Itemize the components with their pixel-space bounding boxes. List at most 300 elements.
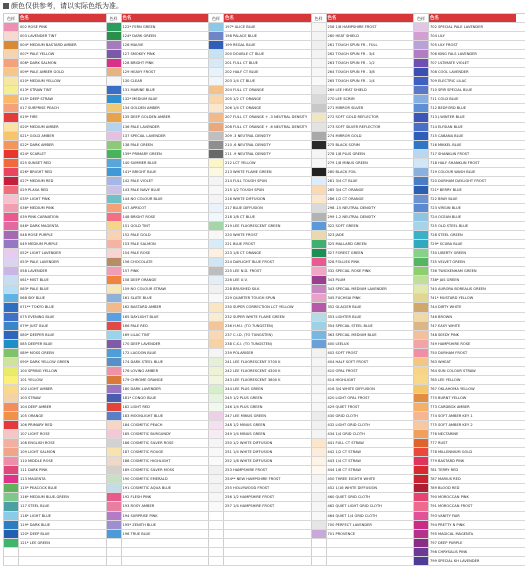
color-swatch (208, 258, 224, 266)
color-name: 722 BRAY BLUE (430, 196, 458, 201)
color-name: 789 BLOOD RED (430, 486, 460, 491)
color-swatch (208, 68, 224, 76)
color-name: 190 COSMETIC EMERALD (122, 477, 168, 482)
color-swatch (413, 313, 429, 321)
color-swatch (311, 512, 327, 520)
color-name: 221 BLUE FROST (225, 242, 256, 247)
color-name: 137 SPECIAL LAVENDER (122, 133, 166, 138)
color-name: 195* ZENITH BLUE (122, 522, 157, 527)
color-name: 781 TERRY RED (430, 468, 459, 473)
color-swatch (106, 276, 122, 284)
color-name: 080* DEEPER BLUE (20, 332, 55, 337)
color-name: 169 LILAC TINT (122, 332, 150, 337)
color-name: 129 HEAVY FROST (122, 70, 156, 75)
table-row (3, 267, 525, 276)
sample-header: 色样 (311, 14, 327, 22)
color-name: 798 CHRYSALIS PINK (430, 549, 468, 554)
color-swatch (413, 95, 429, 103)
color-swatch (413, 177, 429, 185)
color-name: 122* FERN GREEN (122, 25, 156, 29)
color-name: 127 SMOKEY PINK (122, 52, 155, 57)
color-name: 281 3/4 CT BLUE (327, 178, 358, 183)
color-swatch (3, 376, 19, 384)
color-swatch (106, 240, 122, 248)
color-name: 019* FIRE (20, 115, 38, 120)
color-swatch (311, 493, 327, 501)
color-name: 191 COSMETIC AQUA BLUE (122, 486, 172, 491)
color-name: 723 VIRGIN BLUE (430, 205, 461, 210)
color-name: 328 FOLLIES PINK (327, 260, 360, 265)
table-row (3, 349, 525, 358)
color-name: 156 CHOCOLATE (122, 260, 153, 265)
table-row (3, 159, 525, 168)
color-swatch (311, 294, 327, 302)
color-swatch (413, 557, 429, 565)
table-row (3, 95, 525, 104)
color-name: 701 PROVENCE (327, 531, 356, 536)
table-row (3, 195, 525, 204)
table-row (3, 68, 525, 77)
color-swatch (413, 539, 429, 547)
color-name: 192 FLESH PINK (122, 495, 152, 500)
color-name: 203 1/4 CT BLUE (225, 79, 255, 84)
color-name: 773 CARDBOX AMBER (430, 404, 470, 409)
color-name: 444 1/8 CT STRAW (327, 468, 361, 473)
color-name: 714 ELYSIAN BLUE (430, 124, 463, 129)
color-name: 763 WHEAT (430, 359, 451, 364)
color-swatch (106, 457, 122, 465)
color-name: 795 MAGICAL MAGENTA (430, 531, 474, 536)
color-swatch (413, 50, 429, 58)
color-name: 402 SOFT FROST (327, 350, 358, 355)
color-swatch (3, 439, 19, 447)
color-swatch (311, 50, 327, 58)
table-row (3, 141, 525, 150)
table-row (3, 59, 525, 68)
name-header: 色名 (429, 14, 516, 22)
color-swatch (311, 349, 327, 357)
color-swatch (3, 349, 19, 357)
table-row (3, 403, 525, 412)
color-name: 111 DARK PINK (20, 468, 48, 473)
table-row (3, 557, 525, 566)
color-swatch (106, 322, 122, 330)
color-name: 462 QUIET LIGHT GRID CLOTH (327, 504, 382, 509)
color-swatch (208, 231, 224, 239)
color-swatch (106, 340, 122, 348)
sample-header: 色样 (413, 14, 429, 22)
color-name: 182 LIGHT RED (122, 404, 150, 409)
color-name: 189 COSMETIC SILVER MOSS (122, 468, 175, 473)
color-name: 027* MEDIUM RED (20, 178, 54, 183)
color-name: 279 1/8 MINUS GREEN (327, 160, 368, 165)
table-row (3, 77, 525, 86)
color-swatch (413, 530, 429, 538)
color-swatch (106, 150, 122, 158)
color-swatch (311, 59, 327, 67)
color-name: 244 LEE PLUS GREEN (225, 386, 264, 391)
color-name: 053* PALE LAVENDER (20, 260, 59, 265)
color-name: 741* MUSTARD YELLOW (430, 296, 474, 301)
color-name: 735 VELVET GREEN (430, 260, 465, 265)
color-name: 432 LIGHT GRID CLOTH (327, 423, 370, 428)
color-swatch (311, 394, 327, 402)
color-swatch (413, 403, 429, 411)
color-name: 174 DARK STEEL BLUE (122, 359, 164, 364)
table-row (3, 294, 525, 303)
color-name: 139* PRIMARY GREEN (122, 151, 162, 156)
table-row (3, 521, 525, 530)
color-swatch (413, 466, 429, 474)
color-name: 151 GOLD TINT (122, 224, 151, 229)
color-swatch (208, 521, 224, 529)
color-name: 744 DIRTY WHITE (430, 305, 462, 310)
color-swatch (106, 512, 122, 520)
color-name: 251 1/4 WHITE DIFFUSION (225, 450, 273, 455)
color-swatch (208, 213, 224, 221)
color-name: 278 1/8 PLUS GREEN (327, 151, 365, 156)
color-name: 794 PRETTY N PINK (430, 522, 465, 527)
color-swatch (106, 313, 122, 321)
color-swatch (208, 493, 224, 501)
color-name: 253 HAMPSHIRE FROST (225, 468, 268, 473)
color-name: 791 MOROCCAN FROST (430, 504, 473, 509)
color-name: 215 1/2 TOUGH SPUN (225, 187, 264, 192)
color-swatch (311, 421, 327, 429)
color-swatch (106, 439, 122, 447)
color-swatch (413, 502, 429, 510)
color-swatch (413, 475, 429, 483)
color-swatch (413, 132, 429, 140)
color-name: 170 DEEP LAVENDER (122, 341, 161, 346)
color-swatch (106, 349, 122, 357)
color-name: 704 LILY (430, 34, 445, 39)
color-name: 272 SOFT GOLD REFLECTOR (327, 115, 379, 120)
color-name: 104 DEEP AMBER (20, 404, 52, 409)
color-swatch (3, 484, 19, 492)
color-name: 106 PRIMARY RED (20, 423, 53, 428)
color-swatch (208, 475, 224, 483)
color-swatch (208, 367, 224, 375)
table-row (3, 430, 525, 439)
table-row (3, 132, 525, 141)
color-name: 774 SOFT AMBER KEY 1 (430, 414, 473, 419)
color-swatch (311, 32, 327, 40)
table-row (3, 222, 525, 231)
color-name: 021* GOLD AMBER (20, 133, 55, 138)
color-swatch (3, 222, 19, 230)
color-name: 004* MEDIUM BASTARD AMBER (20, 43, 77, 48)
color-swatch (208, 186, 224, 194)
color-swatch (208, 484, 224, 492)
header-title: 颜色仅供参考，请以实际色纸为准。 (11, 2, 123, 10)
color-swatch (413, 41, 429, 49)
color-swatch (3, 95, 19, 103)
color-swatch (413, 457, 429, 465)
color-swatch (3, 448, 19, 456)
color-swatch (311, 41, 327, 49)
color-swatch (413, 23, 429, 31)
color-name: 777 RUST (430, 441, 448, 446)
color-swatch (3, 530, 19, 538)
color-name: 464 QUIET 1/4 GRID CLOTH (327, 513, 377, 518)
color-swatch (3, 421, 19, 429)
color-name: 143 PALE NAVY BLUE (122, 187, 161, 192)
color-swatch (3, 59, 19, 67)
color-name: 184 COSMETIC PEACH (122, 423, 163, 428)
color-swatch (208, 195, 224, 203)
color-swatch (3, 340, 19, 348)
color-name: 245 1/2 PLUS GREEN (225, 395, 263, 400)
color-name: 183 MOONLIGHT BLUE (122, 414, 164, 419)
color-name: 746 BROWN (430, 314, 453, 319)
color-name: 327 FOREST GREEN (327, 251, 364, 256)
color-name: 036* MEDIUM PINK (20, 205, 55, 210)
color-swatch (208, 294, 224, 302)
color-name: 085 DEEPER BLUE (20, 341, 53, 346)
color-name: 332 SPECIAL ROSE PINK (327, 269, 371, 274)
color-swatch (106, 177, 122, 185)
table-row (3, 331, 525, 340)
color-swatch (3, 186, 19, 194)
color-swatch (208, 394, 224, 402)
color-name: 211 .9 NEUTRAL DENSITY (225, 151, 271, 156)
color-swatch (311, 23, 327, 31)
color-swatch (106, 403, 122, 411)
color-swatch (311, 521, 327, 529)
color-swatch (311, 475, 327, 483)
color-swatch (311, 376, 327, 384)
color-swatch (3, 168, 19, 176)
color-swatch (311, 231, 327, 239)
color-swatch (413, 195, 429, 203)
color-name: 707 ULTIMATE VIOLET (430, 61, 470, 66)
color-name (224, 548, 311, 556)
color-swatch (106, 394, 122, 402)
color-swatch (208, 204, 224, 212)
color-swatch (208, 267, 224, 275)
color-swatch (413, 213, 429, 221)
color-swatch (311, 403, 327, 411)
color-swatch (311, 68, 327, 76)
color-name: 721* BERRY BLUE (430, 187, 462, 192)
color-swatch (413, 340, 429, 348)
color-name: 223 1/8 CT ORANGE (225, 251, 262, 256)
color-swatch (3, 313, 19, 321)
color-name: 229 QUARTER TOUGH SPUN (225, 296, 276, 301)
color-swatch (106, 104, 122, 112)
color-swatch (3, 548, 19, 556)
table-row (3, 448, 525, 457)
color-name (327, 557, 414, 565)
color-swatch (3, 502, 19, 510)
table-row (3, 530, 525, 539)
color-name: 218 1/8 CT BLUE (225, 214, 255, 219)
color-swatch (413, 186, 429, 194)
table-header-row (3, 13, 525, 23)
color-name: 793 VANITY FAIR (430, 513, 460, 518)
color-swatch (106, 412, 122, 420)
color-swatch (413, 86, 429, 94)
color-name: 008* DARK SALMON (20, 61, 57, 66)
color-swatch (3, 394, 19, 402)
color-swatch (413, 512, 429, 520)
color-name: 194 SURPRISE PINK (122, 513, 158, 518)
color-name: 286 1/2 CT ORANGE (327, 196, 364, 201)
color-swatch (106, 159, 122, 167)
color-swatch (311, 240, 327, 248)
color-swatch (3, 23, 19, 31)
color-name: 228 BRUSHED SILK (225, 287, 260, 292)
color-name: 101 YELLOW (20, 377, 43, 382)
color-swatch (311, 484, 327, 492)
color-name: 248 1/2 MINUS GREEN (225, 423, 266, 428)
color-swatch (208, 32, 224, 40)
table-row (3, 177, 525, 186)
color-swatch (413, 150, 429, 158)
color-name (224, 521, 311, 529)
color-name: 765 LEE YELLOW (430, 377, 461, 382)
color-swatch (3, 32, 19, 40)
color-swatch (106, 521, 122, 529)
color-name: 046* DARK MAGENTA (20, 224, 59, 229)
color-name: 261 TOUGH SPUN FR - FULL (327, 43, 378, 48)
color-swatch (208, 168, 224, 176)
color-swatch (413, 322, 429, 330)
color-name: 009* PALE AMBER GOLD (20, 70, 64, 75)
color-name: 325 MALLARD GREEN (327, 242, 367, 247)
color-name: 176 LOVING AMBER (122, 368, 159, 373)
color-swatch (3, 159, 19, 167)
color-swatch (208, 132, 224, 140)
color-name: 770 BURNT YELLOW (430, 395, 467, 400)
color-swatch (106, 548, 122, 556)
table-row (3, 204, 525, 213)
color-swatch (3, 358, 19, 366)
color-name: 007* PALE YELLOW (20, 52, 55, 57)
color-name: 363 SPECIAL MEDIUM BLUE (327, 332, 377, 337)
color-name: 706 KING FALS LAVENDER (430, 52, 477, 57)
color-name: 166 PALE RED (122, 323, 148, 328)
color-swatch (413, 412, 429, 420)
color-name: 725 OLD STEEL BLUE (430, 224, 469, 229)
color-swatch (311, 367, 327, 375)
color-swatch (106, 475, 122, 483)
color-swatch (311, 358, 327, 366)
color-name: 188 COSMETIC HIGHLIGHT (122, 459, 171, 464)
color-name: 710 SPIR SPECIAL BLUE (430, 88, 473, 93)
color-name: 352 GLACIER BLUE (327, 305, 362, 310)
color-name: 748 SEEDY PINK (430, 332, 460, 337)
color-swatch (106, 502, 122, 510)
color-name: 728 STEEL GREEN (430, 233, 463, 238)
color-swatch (3, 204, 19, 212)
color-name: 749 HAMPSHIRE ROSE (430, 341, 471, 346)
color-name: 063* PALE BLUE (20, 287, 49, 292)
color-name: 705 LILY FROST (430, 43, 458, 48)
color-name: 237 C.I.D. (TO TUNGSTEN) (225, 332, 273, 337)
color-name: 121* LEE GREEN (20, 540, 50, 545)
table-row (3, 285, 525, 294)
color-swatch (311, 86, 327, 94)
color-name: 196 TRUE BLUE (122, 531, 151, 536)
color-swatch (413, 349, 429, 357)
color-name: 052* LIGHT LAVENDER (20, 251, 61, 256)
color-name: 061* MIST BLUE (20, 278, 49, 283)
color-swatch (311, 557, 327, 565)
color-swatch (208, 349, 224, 357)
page-header (3, 1, 123, 11)
color-swatch (106, 86, 122, 94)
color-name: 193 ROSY AMBER (122, 504, 155, 509)
color-name: 787 MARIUS RED (430, 477, 461, 482)
color-swatch (413, 104, 429, 112)
color-name: 002 ROSE PINK (20, 25, 48, 29)
color-swatch (208, 512, 224, 520)
color-name: 161 SLATE BLUE (122, 296, 152, 301)
color-swatch (106, 530, 122, 538)
table-row (3, 168, 525, 177)
color-name: 404 HALF SOFT FROST (327, 359, 369, 364)
color-swatch (106, 23, 122, 31)
table-row (3, 213, 525, 222)
color-swatch (208, 331, 224, 339)
color-swatch (208, 59, 224, 67)
color-name: 068 SKY BLUE (20, 296, 46, 301)
color-name: 790 MOROCCAN PINK (430, 495, 469, 500)
color-name: 208 FULL CT ORANGE + .6 NEUTRAL DENSITY (225, 124, 308, 129)
color-swatch (106, 50, 122, 58)
table-row (3, 249, 525, 258)
color-name: 225 LEE N.D. FROST (225, 269, 262, 274)
color-name: 262 TOUGH SPUN FR - 3/4 (327, 52, 375, 57)
color-swatch (3, 412, 19, 420)
color-name: 452 1/16 WHITE DIFFUSION (327, 486, 378, 491)
color-name: 140 SUMMER BLUE (122, 160, 157, 165)
color-name: 252 1/8 WHITE DIFFUSION (225, 459, 273, 464)
color-swatch (106, 32, 122, 40)
color-swatch (3, 466, 19, 474)
color-name: 058 LAVENDER (20, 269, 48, 274)
color-swatch (106, 303, 122, 311)
color-name (327, 548, 414, 556)
color-swatch (3, 68, 19, 76)
color-name: 747 EASY WHITE (430, 323, 461, 328)
color-name: 239 POLARISER (225, 350, 254, 355)
color-name: 142 PALE VIOLET (122, 178, 154, 183)
table-row (3, 493, 525, 502)
color-swatch (106, 141, 122, 149)
color-swatch (106, 430, 122, 438)
color-swatch (106, 168, 122, 176)
color-name: 718 HALF SHANKLIN FROST (430, 160, 480, 165)
color-name: 274 MIRROR GOLD (327, 133, 362, 138)
color-name: 249 1/4 MINUS GREEN (225, 432, 266, 437)
color-swatch (3, 322, 19, 330)
color-swatch (106, 113, 122, 121)
color-name (224, 539, 311, 547)
color-name: 119* DARK BLUE (20, 522, 51, 527)
table-row (3, 512, 525, 521)
color-swatch (106, 68, 122, 76)
color-swatch (3, 303, 19, 311)
table-row (3, 421, 525, 430)
table-row (3, 231, 525, 240)
color-name: 206 1/4 CT ORANGE (225, 106, 262, 111)
color-name: 729* SCUBA BLUE (430, 242, 463, 247)
color-swatch (106, 186, 122, 194)
color-name: 079* JUST BLUE (20, 323, 49, 328)
